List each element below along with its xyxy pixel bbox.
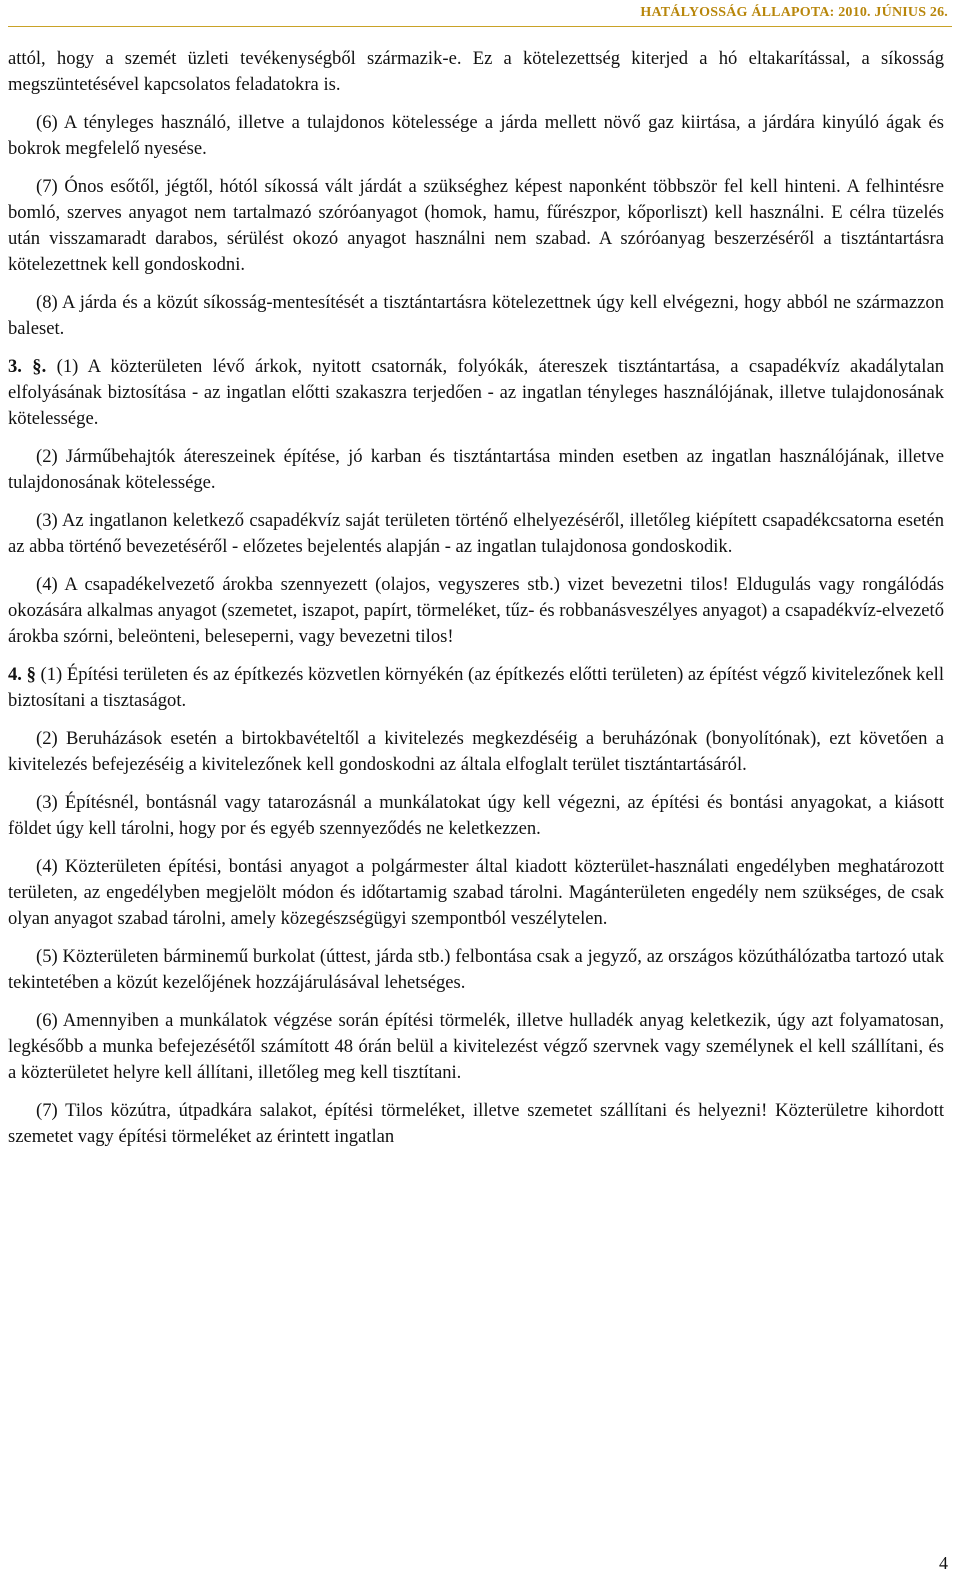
section-4-paragraph-6: (6) Amennyiben a munkálatok végzése során építési törmelék, illetve hulladék anyag keletkezik, úgy azt folyamatosan, legkésőbb a munka befejezésétől számított 48 órán belül a kivitelezést végző szervnek vagy személynek el kell szállítani, és a közterületet helyre kell állítani, illetőleg meg kell tisztítani. <box>8 1010 944 1083</box>
section-4-paragraph-1 <box>8 662 944 714</box>
paragraph-2-7: (7) Ónos esőtől, jégtől, hótól síkossá vált járdát a szükséghez képest naponként többször fel kell hinteni. A felhintésre bomló, szerves anyagot nem tartalmazó szóróanyagot (homok, hamu, fűrészpor, kőporliszt) kell használni. E célra tüzelés után visszamaradt darabos, sérülést okozó anyagot használni nem szabad. A szóróanyag beszerzéséről a tisztántartásra kötelezettnek kell gondoskodni. <box>8 176 944 275</box>
section-3-paragraph-1-text: (1) A közterületen lévő árkok, nyitott csatornák, folyókák, átereszek tisztántartása, a csapadékvíz akadálytalan elfolyásának biztosítása - az ingatlan előtti szakaszra terjedően - az ingatlan tényleges használójának, illetve tulajdonosának kötelessége. <box>8 356 945 429</box>
paragraph-2-6: (6) A tényleges használó, illetve a tulajdonos kötelessége a járda mellett növő gaz kiirtása, a járdára kinyúló ágak és bokrok megfelelő nyesése. <box>8 112 944 159</box>
section-4-paragraph-2: (2) Beruházások esetén a birtokbavételtől a kivitelezés megkezdéséig a beruházónak (bonyolítónak), ezt követően a kivitelezés befejezéséig a kivitelezőnek kell gondoskodni az általa elfoglalt terület tisztántartásáról. <box>8 728 944 775</box>
paragraph-2-8: (8) A járda és a közút síkosság-mentesítését a tisztántartásra kötelezettnek úgy kell elvégezni, hogy abból ne származzon baleset. <box>8 292 944 339</box>
header-divider <box>8 26 952 27</box>
document-body <box>8 46 944 1162</box>
document-status-header: HATÁLYOSSÁG ÁLLAPOTA: 2010. JÚNIUS 26. <box>640 5 948 20</box>
section-3-paragraph-3: (3) Az ingatlanon keletkező csapadékvíz saját területen történő elhelyezéséről, illetőleg kiépített csapadékcsatorna esetén az abba történő bevezetéséről - előzetes bejelentés alapján - az ingatlan tulajdonosa gondoskodik. <box>8 510 944 557</box>
section-4-label: 4. § <box>8 664 36 685</box>
section-4-paragraph-1-text: (1) Építési területen és az építkezés közvetlen környékén (az építkezés előtti területen) az építést végző kivitelezőnek kell biztosítani a tisztaságot. <box>8 664 945 711</box>
section-3-label: 3. §. <box>8 356 47 377</box>
section-4-paragraph-7: (7) Tilos közútra, útpadkára salakot, építési törmeléket, illetve szemetet szállítani és helyezni! Közterületre kihordott szemetet vagy építési törmeléket az érintett ingatlan <box>8 1100 944 1147</box>
paragraph-continuation: attól, hogy a szemét üzleti tevékenységből származik-e. Ez a kötelezettség kiterjed a hó eltakarítással, a síkosság megszüntetésével kapcsolatos feladatokra is. <box>8 48 944 95</box>
section-4-paragraph-3: (3) Építésnél, bontásnál vagy tatarozásnál a munkálatokat úgy kell végezni, az építési és bontási anyagokat, a kiásott földet úgy kell tárolni, hogy por és egyéb szennyeződés ne keletkezzen. <box>8 792 944 839</box>
section-3-paragraph-4: (4) A csapadékelvezető árokba szennyezett (olajos, vegyszeres stb.) vizet bevezetni tilos! Eldugulás vagy rongálódás okozására alkalmas anyagot (szemetet, iszapot, papírt, törmeléket, tűz- és robbanásveszélyes anyagot) a csapadékvíz-elvezető árokba szórni, beleönteni, beleseperni, vagy bevezetni tilos! <box>8 574 944 647</box>
section-4-paragraph-5: (5) Közterületen bárminemű burkolat (úttest, járda stb.) felbontása csak a jegyző, az országos közúthálózatba tartozó utak tekintetében a közút kezelőjének hozzájárulásával lehetséges. <box>8 946 944 993</box>
section-3-paragraph-2: (2) Járműbehajtók átereszeinek építése, jó karban és tisztántartása minden esetben az ingatlan használójának, illetve tulajdonosának kötelessége. <box>8 446 944 493</box>
section-4-paragraph-4: (4) Közterületen építési, bontási anyagot a polgármester által kiadott közterület-használati engedélyben meghatározott területen, az engedélyben megjelölt módon és időtartamig szabad tárolni. Magánterületen engedély nem szükséges, de csak olyan anyagot szabad tárolni, amely közegészségügyi szempontból veszélytelen. <box>8 856 944 929</box>
page-number: 4 <box>939 1553 948 1573</box>
section-3-paragraph-1 <box>8 354 944 432</box>
